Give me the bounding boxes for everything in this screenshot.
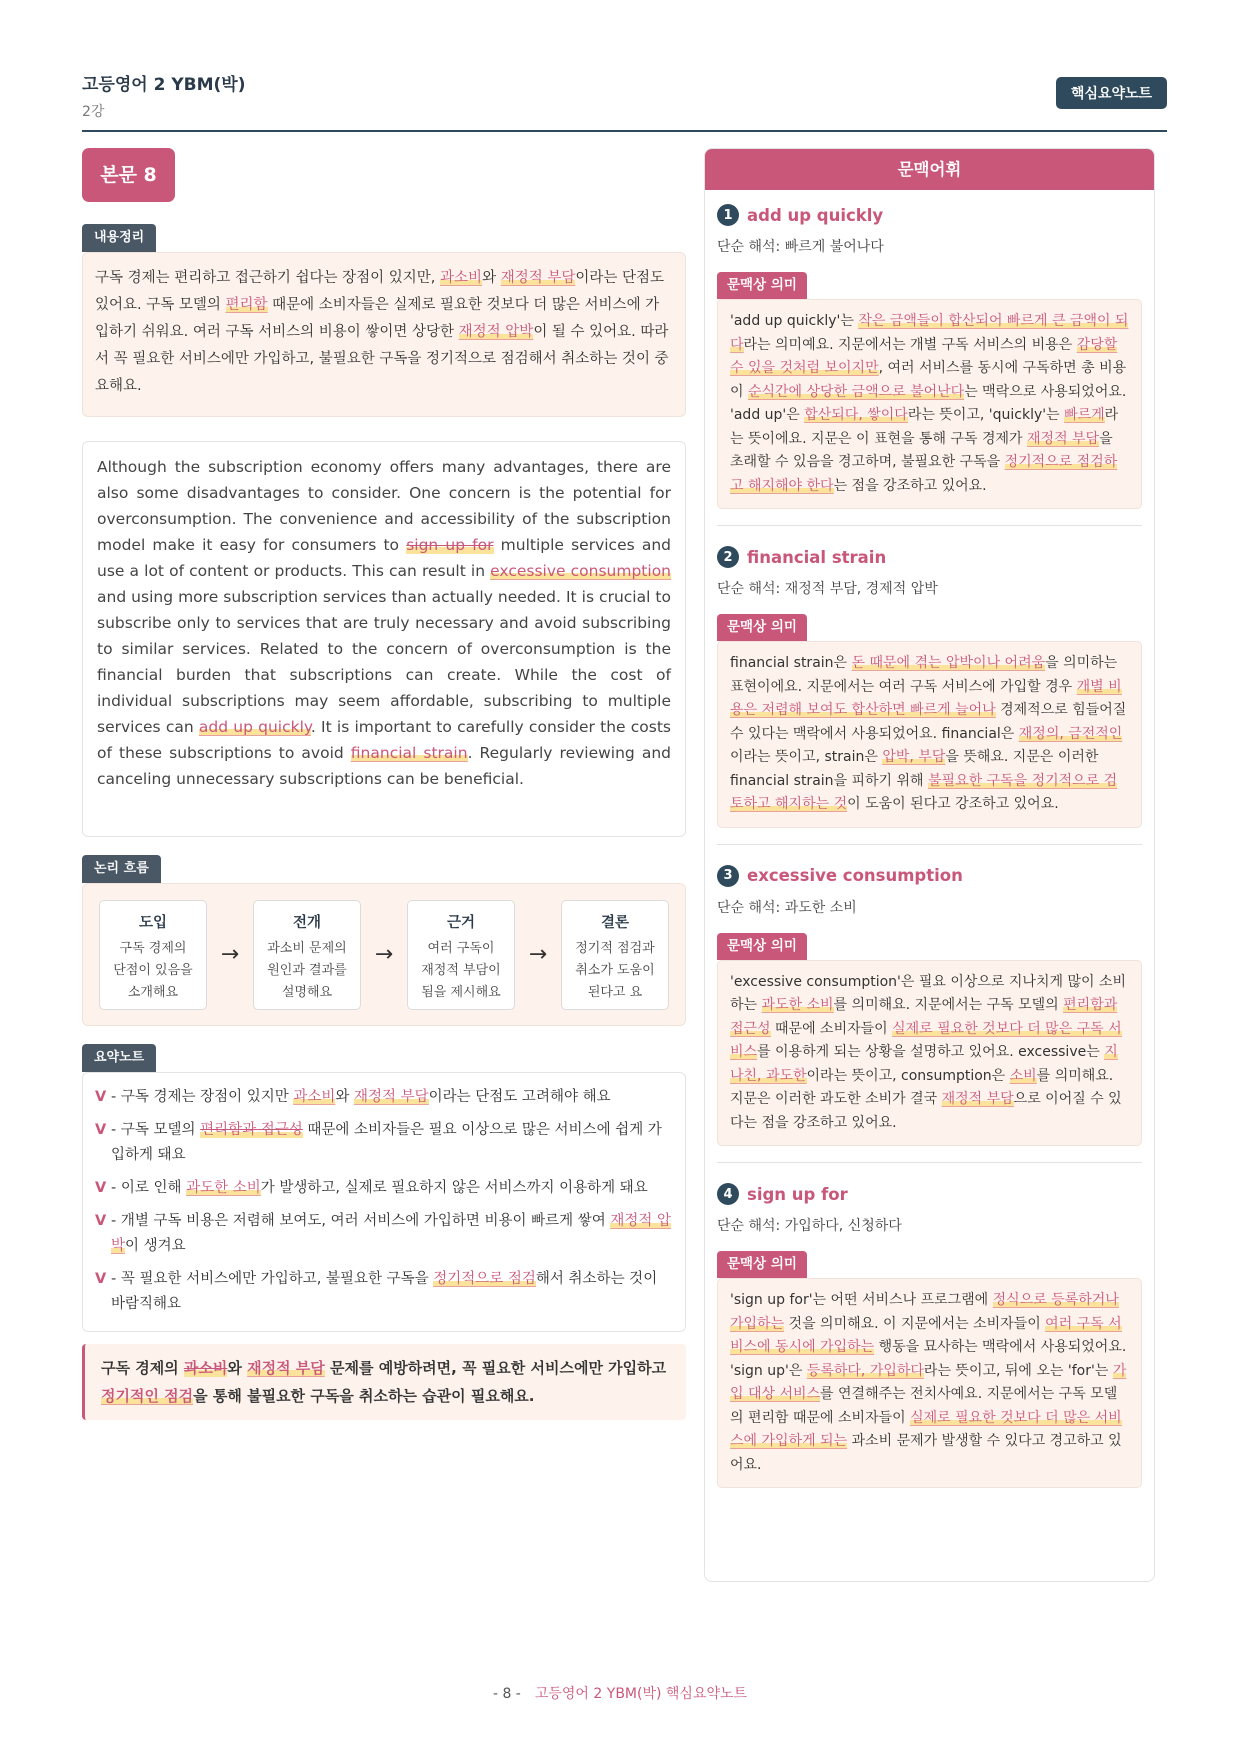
vocab-term — [717, 204, 1142, 226]
flow-card-body: 과소비 문제의 원인과 결과를 설명해요 — [267, 940, 347, 1000]
meaning-text: 경제적으로 힘들어질 수 있다는 맥락에서 사용되었어요. financial은 — [730, 702, 1127, 742]
highlight: 개별 비용은 저렴해 보여도 합산하면 빠르게 늘어나 — [730, 678, 1122, 718]
context-meaning-box — [717, 641, 1142, 828]
highlight: 작은 금액들이 합산되어 빠르게 큰 금액이 되다 — [730, 313, 1129, 353]
note-text: - 개별 구독 비용은 저렴해 보여도, 여러 서비스에 가입하면 비용이 빠르게 쌓여 — [111, 1213, 611, 1229]
passage-text: multiple services and use a lot of content or products. This can result in — [97, 536, 671, 580]
highlight: 여러 구독 서비스에 동시에 가입하는 — [730, 1315, 1122, 1355]
meaning-text: 행동을 묘사하는 맥락에서 사용되었어요. 'sign up'은 — [730, 1339, 1127, 1379]
meaning-text: 를 의미해요. 지문에서는 구독 모델의 — [833, 997, 1064, 1013]
flow-card-development — [253, 900, 361, 1010]
vocab-simple-definition: 단순 해석: 가입하다, 신청하다 — [717, 1218, 902, 1234]
highlight: 재정의, 금전적인 — [1018, 725, 1123, 742]
context-vocab-header: 문맥어휘 — [705, 149, 1154, 190]
summary-text: 이 될 수 있어요. 따라서 꼭 필요한 서비스에만 가입하고, 불필요한 구독을 정기적으로 점검해서 취소하는 것이 중요해요. — [95, 324, 669, 394]
passage-text: . Regularly reviewing and canceling unnecessary subscriptions can be beneficial. — [97, 744, 672, 788]
english-passage — [82, 441, 686, 837]
note-text: 해서 취소하는 것이 바람직해요 — [111, 1271, 658, 1312]
highlight: 등록하다, 가입하다 — [806, 1362, 924, 1379]
summary-note-tag: 요약노트 — [82, 1044, 156, 1072]
note-item — [95, 1209, 671, 1259]
conclusion-text: 와 — [227, 1359, 248, 1377]
vocab-divider — [717, 525, 1142, 526]
meaning-text: 이 도움이 된다고 강조하고 있어요. — [847, 796, 1059, 812]
flow-card-body: 구독 경제의 단점이 있음을 소개해요 — [113, 940, 193, 1000]
highlight: 재정적 부담 — [941, 1091, 1014, 1107]
vocab-term-text: sign up for — [747, 1184, 848, 1204]
note-text: 때문에 소비자들은 필요 이상으로 많은 서비스에 쉽게 가입하게 돼요 — [111, 1122, 662, 1163]
vocab-list — [705, 190, 1154, 1488]
left-column — [82, 148, 686, 1420]
arrow-right-icon: → — [220, 942, 240, 967]
summary-text: 구독 경제는 편리하고 접근하기 쉽다는 장점이 있지만, — [95, 270, 441, 286]
meaning-text: 이라는 뜻이고, strain은 — [730, 749, 883, 765]
meaning-text: 을 의미하는 표현이에요. 지문에서는 여러 구독 서비스에 가입할 경우 — [730, 655, 1118, 695]
context-meaning-box — [717, 299, 1142, 509]
key-phrase: excessive consumption — [490, 562, 671, 580]
note-text: 와 — [335, 1089, 355, 1105]
vocab-term — [717, 546, 1142, 568]
context-meaning-box — [717, 960, 1142, 1147]
highlight: 정기적인 점검 — [101, 1387, 194, 1405]
conclusion-text: 구독 경제의 — [101, 1359, 184, 1377]
highlight: 합산되다, 쌓이다 — [804, 407, 908, 423]
conclusion-text: 문제를 예방하려면, 꼭 필요한 서비스에만 가입하고 — [324, 1359, 667, 1377]
highlight: 소비 — [1009, 1067, 1037, 1084]
key-phrase: sign up for — [406, 536, 494, 554]
highlight: 정기적으로 점검하고 해지해야 한다 — [730, 454, 1118, 494]
summary-text: 와 — [482, 270, 501, 286]
vocab-entry — [705, 546, 1154, 845]
header-divider — [82, 130, 1167, 132]
key-phrase: financial strain — [350, 744, 468, 762]
note-text: - 꼭 필요한 서비스에만 가입하고, 불필요한 구독을 — [111, 1271, 434, 1287]
meaning-text: 'sign up for'는 어떤 서비스나 프로그램에 — [730, 1292, 993, 1308]
highlight: 불필요한 구독을 정기적으로 검토하고 해지하는 것 — [730, 772, 1118, 812]
content-summary-tag: 내용정리 — [82, 224, 156, 252]
note-text: 가 발생하고, 실제로 필요하지 않은 서비스까지 이용하게 돼요 — [260, 1180, 648, 1196]
highlight: 돈 때문에 겪는 압박이나 어려움 — [851, 655, 1046, 671]
page-footer — [0, 1683, 1240, 1703]
vocab-entry — [705, 1183, 1154, 1488]
highlight: 재정적 부담 — [247, 1359, 325, 1377]
meaning-text: 라는 뜻이고, 'quickly'는 — [907, 407, 1065, 423]
flow-card-heading: 결론 — [600, 914, 629, 931]
note-item — [95, 1118, 671, 1168]
logic-flow-tag: 논리 흐름 — [82, 855, 161, 883]
highlight: 실제로 필요한 것보다 더 많은 구독 서비스 — [730, 1020, 1122, 1060]
conclusion-box — [82, 1344, 686, 1420]
arrow-right-icon: → — [528, 942, 548, 967]
meaning-text: financial strain은 — [730, 655, 852, 671]
highlight: 재정적 부담 — [500, 270, 576, 286]
highlight: 과도한 소비 — [761, 997, 834, 1013]
highlight: 편리함 — [225, 297, 268, 313]
vocab-simple-definition: 단순 해석: 재정적 부담, 경제적 압박 — [717, 581, 938, 597]
highlight: 재정적 부담 — [1027, 430, 1100, 447]
highlight: 압박, 부담 — [882, 749, 946, 765]
note-text: - 구독 모델의 — [111, 1122, 201, 1138]
check-mark-icon: V — [95, 1213, 107, 1229]
meaning-text: 를 의미해요. 지문은 이러한 과도한 소비가 결국 — [730, 1067, 1114, 1107]
section-tag-text8: 본문 8 — [82, 148, 175, 202]
context-vocab-panel — [704, 148, 1155, 1582]
vocab-number-badge: 1 — [717, 204, 739, 226]
note-text: 이 생겨요 — [125, 1238, 186, 1254]
summary-text: 때문에 소비자들은 실제로 필요한 것보다 더 많은 서비스에 가입하기 쉬워요. 여러 구독 서비스의 비용이 쌓이면 상당한 — [95, 297, 660, 340]
flow-card-conclusion — [561, 900, 669, 1010]
meaning-text: 라는 뜻이고, 뒤에 오는 'for'는 — [923, 1362, 1113, 1379]
summary-text: 이라는 단점도 있어요. 구독 모델의 — [95, 270, 664, 313]
meaning-text: 는 점을 강조하고 있어요. — [833, 477, 987, 494]
passage-text: Although the subscription economy offers many advantages, there are also some disadvantages to consider. One concern is the potential for overconsumption. The convenience and accessibility of the subscription model make it easy for consumers to — [97, 458, 671, 554]
context-meaning-box — [717, 1278, 1142, 1488]
document-title: 고등영어 2 YBM(박) — [82, 75, 246, 95]
meaning-text: , 여러 서비스를 동시에 구독하면 총 비용이 — [730, 360, 1127, 400]
highlight: 가입 대상 서비스 — [730, 1362, 1127, 1402]
meaning-text: 'excessive consumption'은 필요 이상으로 지나치게 많이 소비하는 — [730, 973, 1126, 1013]
vocab-entry — [705, 204, 1154, 526]
highlight: 감당할 수 있을 것처럼 보이지만 — [730, 336, 1118, 376]
conclusion-text: 을 통해 불필요한 구독을 취소하는 습관이 필요해요. — [193, 1387, 535, 1405]
check-mark-icon: V — [95, 1089, 107, 1105]
highlight: 순식간에 상당한 금액으로 불어난다 — [747, 383, 965, 400]
highlight: 과소비 — [293, 1089, 336, 1105]
highlight: 과소비 — [183, 1359, 228, 1377]
meaning-text: 때문에 소비자들이 — [770, 1020, 893, 1037]
flow-card-body: 여러 구독이 재정적 부담이 됨을 제시해요 — [421, 940, 501, 1000]
note-text: 이라는 단점도 고려해야 해요 — [428, 1089, 611, 1105]
passage-text: . It is important to carefully consider the costs of these subscriptions to avoid — [97, 718, 671, 762]
highlight: 빠르게 — [1064, 407, 1105, 423]
flow-card-heading: 근거 — [446, 914, 475, 931]
meaning-text: 를 이용하게 되는 상황을 설명하고 있어요. excessive는 — [757, 1044, 1105, 1060]
vocab-divider — [717, 844, 1142, 845]
highlight: 지나친, 과도한 — [730, 1044, 1118, 1084]
logic-flow-box — [82, 883, 686, 1026]
vocab-simple-definition: 단순 해석: 빠르게 불어나다 — [717, 239, 884, 255]
highlight: 재정적 부담 — [354, 1089, 429, 1105]
check-mark-icon: V — [95, 1122, 107, 1138]
flow-card-heading: 전개 — [292, 914, 321, 931]
highlight: 정식으로 등록하거나 가입하는 — [730, 1292, 1119, 1332]
context-meaning-tag: 문맥상 의미 — [717, 272, 807, 299]
check-mark-icon: V — [95, 1180, 107, 1196]
vocab-entry — [705, 865, 1154, 1164]
vocab-term — [717, 865, 1142, 887]
highlight: 과도한 소비 — [186, 1180, 261, 1196]
summary-note-box — [82, 1072, 686, 1332]
highlight: 편리함과 접근성 — [200, 1122, 303, 1138]
note-text: - 이로 인해 — [111, 1180, 187, 1196]
meaning-text: 을 뜻해요. 지문은 이러한 financial strain을 피하기 위해 — [730, 749, 1099, 789]
meaning-text: 'add up quickly'는 — [730, 313, 859, 329]
flow-card-intro — [99, 900, 207, 1010]
vocab-number-badge: 2 — [717, 546, 739, 568]
meaning-text: 과소비 문제가 발생할 수 있다고 경고하고 있어요. — [730, 1433, 1122, 1473]
arrow-right-icon: → — [374, 942, 394, 967]
note-item — [95, 1085, 671, 1110]
vocab-term-text: excessive consumption — [747, 866, 963, 885]
flow-card-heading: 도입 — [138, 914, 167, 931]
meaning-text: 는 맥락으로 사용되었어요. 'add up'은 — [730, 383, 1127, 423]
note-text: - 구독 경제는 장점이 있지만 — [111, 1089, 294, 1105]
lesson-number: 2강 — [82, 104, 105, 120]
content-summary-box — [82, 252, 686, 417]
vocab-term — [717, 1183, 1142, 1205]
vocab-term-text: add up quickly — [747, 205, 884, 225]
highlight: 실제로 필요한 것보다 더 많은 서비스에 가입하게 되는 — [730, 1409, 1122, 1449]
vocab-term-text: financial strain — [747, 547, 887, 567]
highlight: 과소비 — [440, 270, 483, 286]
highlight: 편리함과 접근성 — [730, 997, 1118, 1037]
context-meaning-tag: 문맥상 의미 — [717, 933, 807, 960]
note-item — [95, 1267, 671, 1317]
footer-title: 고등영어 2 YBM(박) 핵심요약노트 — [534, 1686, 748, 1702]
meaning-text: 이라는 뜻이고, consumption은 — [806, 1067, 1010, 1084]
key-phrase: add up quickly — [198, 718, 311, 736]
highlight: 재정적 압박 — [111, 1213, 672, 1254]
meaning-text: 으로 이어질 수 있다는 점을 강조하고 있어요. — [730, 1091, 1122, 1131]
summary-note-badge: 핵심요약노트 — [1056, 77, 1167, 109]
check-mark-icon: V — [95, 1271, 107, 1287]
highlight: 재정적 압박 — [458, 324, 534, 340]
meaning-text: 을 초래할 수 있음을 경고하며, 불필요한 구독을 — [730, 430, 1113, 470]
context-meaning-tag: 문맥상 의미 — [717, 1251, 807, 1278]
vocab-divider — [717, 1162, 1142, 1163]
note-item — [95, 1176, 671, 1201]
page-number: - 8 - — [492, 1686, 521, 1702]
context-meaning-tag: 문맥상 의미 — [717, 614, 807, 641]
vocab-number-badge: 3 — [717, 865, 739, 887]
flow-card-body: 정기적 점검과 취소가 도움이 된다고 요 — [575, 940, 655, 1000]
flow-card-evidence — [407, 900, 515, 1010]
meaning-text: 라는 뜻이에요. 지문은 이 표현을 통해 구독 경제가 — [730, 407, 1119, 447]
highlight: 정기적으로 점검 — [433, 1271, 536, 1287]
meaning-text: 라는 의미예요. 지문에서는 개별 구독 서비스의 비용은 — [743, 336, 1077, 353]
passage-text: and using more subscription services than actually needed. It is crucial to subscribe only to services that are truly necessary and avoid subscribing to similar services. Related to the concern of overconsumption is the financial burden that subscriptions can create. While the cost of individual subscriptions may seem affordable, subscribing to multiple services can — [97, 588, 671, 736]
vocab-simple-definition: 단순 해석: 과도한 소비 — [717, 899, 857, 916]
vocab-number-badge: 4 — [717, 1183, 739, 1205]
meaning-text: 를 연결해주는 전치사예요. 지문에서는 구독 모델의 편리함 때문에 소비자들이 — [730, 1386, 1118, 1426]
meaning-text: 것을 의미해요. 이 지문에서는 소비자들이 — [784, 1315, 1046, 1332]
